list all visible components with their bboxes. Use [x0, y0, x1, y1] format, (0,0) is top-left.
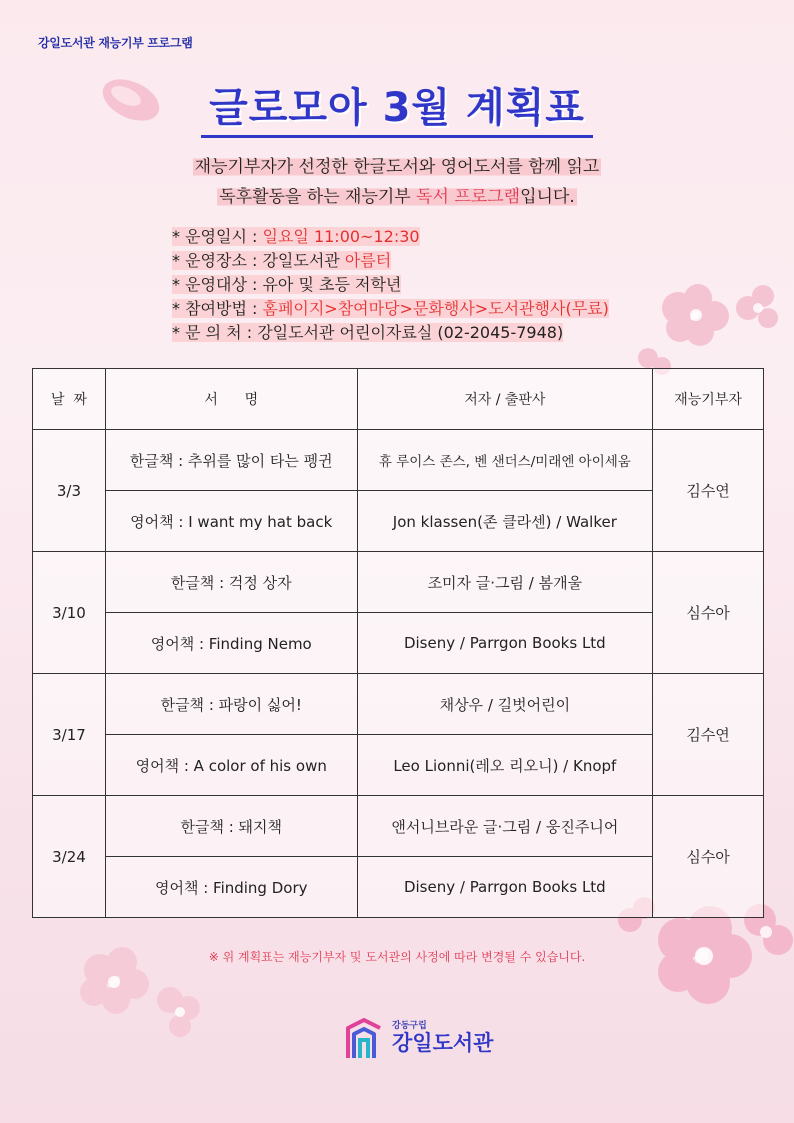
info-place-value: 아름터: [344, 251, 392, 270]
header-date: 날 짜: [33, 369, 106, 430]
info-method-value: 홈페이지>참여마당>문화행사>도서관행사(무료): [262, 299, 609, 318]
table-header-row: [33, 369, 764, 430]
korean-book-title: 한글책 : 파랑이 싫어!: [105, 674, 357, 735]
korean-book-author: 휴 루이스 존스, 벤 샌더스/미래엔 아이세움: [357, 430, 653, 491]
info-time: [172, 225, 609, 249]
korean-book-author: 앤서니브라운 글·그림 / 웅진주니어: [357, 796, 653, 857]
intro-line-2: [0, 182, 794, 212]
change-notice: ※ 위 계획표는 재능기부자 및 도서관의 사정에 따라 변경될 수 있습니다.: [208, 950, 586, 964]
intro-line-2-suffix: 입니다.: [520, 187, 575, 207]
english-book-title: 영어책 : Finding Nemo: [105, 613, 357, 674]
intro-line-2-box: [217, 187, 576, 207]
table-row: [33, 430, 764, 491]
intro-text: [0, 152, 794, 212]
info-method-label: * 참여방법 :: [172, 299, 263, 318]
session-donor: 심수아: [653, 552, 764, 674]
korean-book-title: 한글책 : 돼지책: [105, 796, 357, 857]
english-book-title: 영어책 : I want my hat back: [105, 491, 357, 552]
program-label: 강일도서관 재능기부 프로그램: [38, 36, 193, 50]
header-author: 저자 / 출판사: [357, 369, 653, 430]
session-donor: 김수연: [653, 674, 764, 796]
session-date: 3/24: [33, 796, 106, 918]
english-book-author: Jon klassen(존 클라센) / Walker: [357, 491, 653, 552]
header-donor: 재능기부자: [653, 369, 764, 430]
intro-line-1: [0, 152, 794, 182]
info-place-box: [172, 251, 391, 270]
session-date: 3/3: [33, 430, 106, 552]
info-time-box: [172, 227, 420, 246]
library-logo-subtitle: 강동구립: [392, 1021, 427, 1031]
english-book-title: 영어책 : Finding Dory: [105, 857, 357, 918]
info-contact-text: * 문 의 처 : 강일도서관 어린이자료실 (02-2045-7948): [172, 323, 564, 342]
info-target-text: * 운영대상 : 유아 및 초등 저학년: [172, 275, 402, 294]
info-target: [172, 273, 609, 297]
info-time-label: * 운영일시 :: [172, 227, 263, 246]
table-row: [33, 674, 764, 735]
intro-line-1-text: 재능기부자가 선정한 한글도서와 영어도서를 함께 읽고: [194, 157, 600, 177]
session-donor: 심수아: [653, 796, 764, 918]
english-book-author: Diseny / Parrgon Books Ltd: [357, 613, 653, 674]
library-logo: [342, 1016, 493, 1060]
korean-book-title: 한글책 : 걱정 상자: [105, 552, 357, 613]
table-row: [33, 796, 764, 857]
session-date: 3/17: [33, 674, 106, 796]
info-time-value: 일요일 11:00~12:30: [262, 227, 420, 246]
page-title-text: 글로모아 3월 계획표: [201, 76, 593, 138]
program-info: [172, 225, 609, 345]
info-contact: [172, 321, 609, 345]
page-title: [0, 76, 794, 138]
english-book-title: 영어책 : A color of his own: [105, 735, 357, 796]
library-logo-name: 강일도서관: [392, 1031, 494, 1055]
info-place: [172, 249, 609, 273]
intro-line-2-prefix: 독후활동을 하는 재능기부: [219, 187, 417, 207]
schedule-table: [32, 368, 764, 918]
info-method-box: [172, 299, 609, 318]
english-book-author: Leo Lionni(레오 리오니) / Knopf: [357, 735, 653, 796]
table-row: [33, 552, 764, 613]
korean-book-title: 한글책 : 추위를 많이 타는 펭귄: [105, 430, 357, 491]
info-method: [172, 297, 609, 321]
library-logo-icon: [342, 1016, 384, 1060]
header-title: 서 명: [105, 369, 357, 430]
library-logo-text: [392, 1022, 493, 1054]
session-donor: 김수연: [653, 430, 764, 552]
korean-book-author: 조미자 글·그림 / 봄개울: [357, 552, 653, 613]
korean-book-author: 채상우 / 길벗어린이: [357, 674, 653, 735]
session-date: 3/10: [33, 552, 106, 674]
intro-highlight: 독서 프로그램: [416, 187, 521, 207]
english-book-author: Diseny / Parrgon Books Ltd: [357, 857, 653, 918]
info-place-label: * 운영장소 : 강일도서관: [172, 251, 345, 270]
